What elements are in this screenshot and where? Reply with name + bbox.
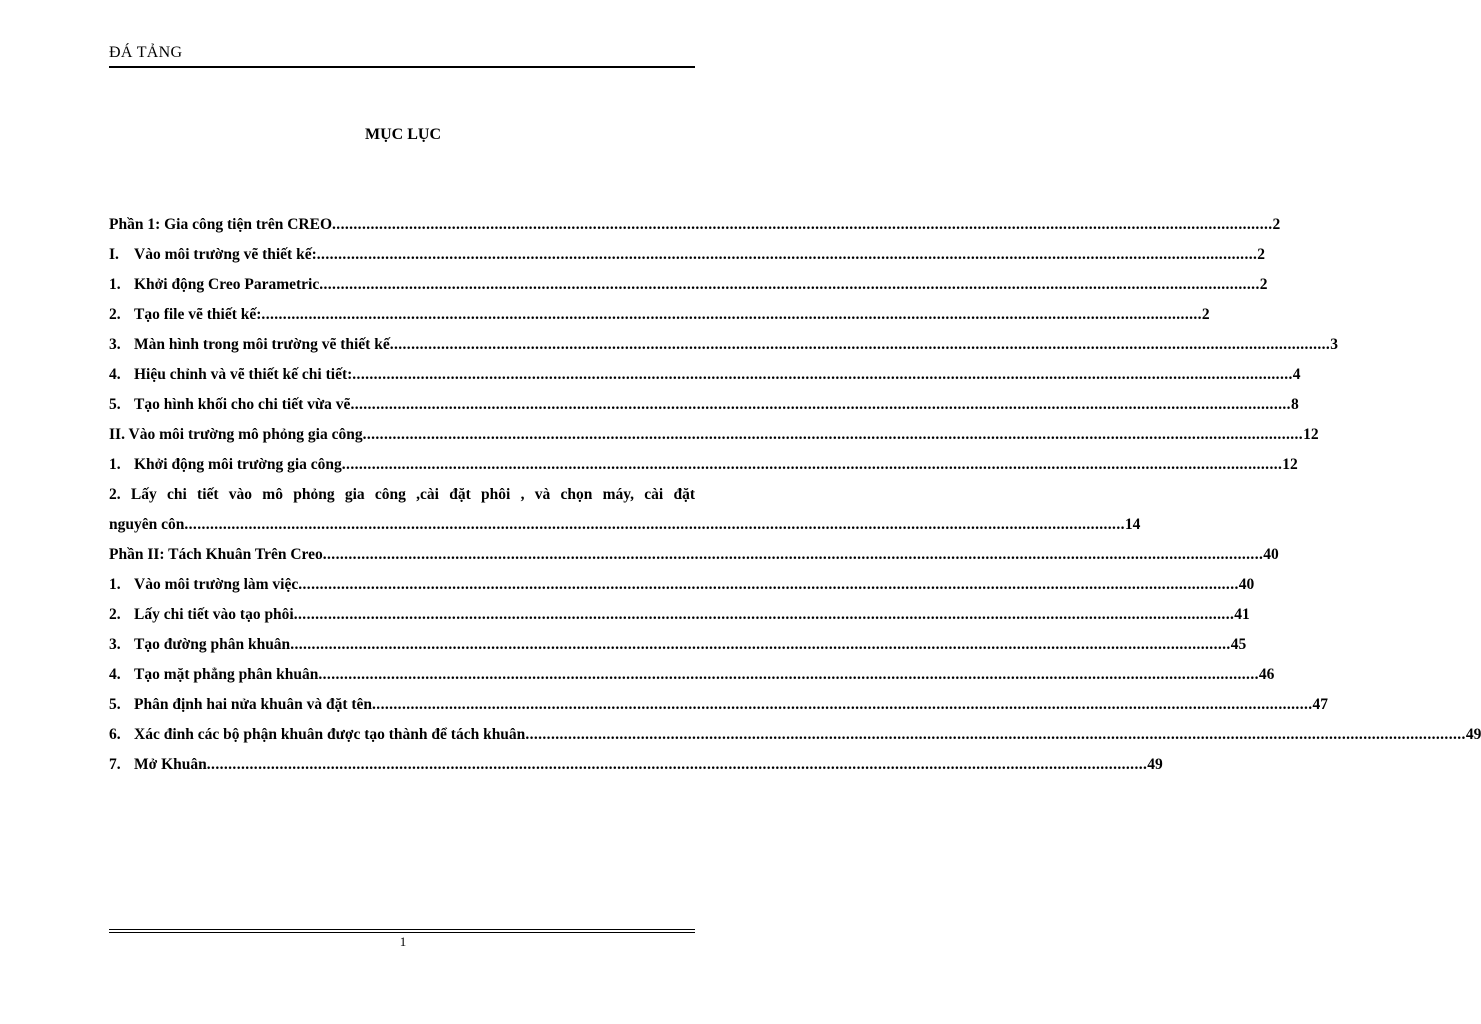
toc-entry-number: 3.: [109, 636, 121, 653]
toc-entry-number: 7.: [109, 756, 121, 773]
toc-entry-label: Tạo mặt phẳng phân khuân: [134, 666, 319, 683]
toc-entry-page: 14: [1124, 516, 1141, 533]
toc-entry-label: Phần II: Tách Khuân Trên Creo: [109, 546, 323, 563]
toc-entry-label: Vào môi trường làm việc: [134, 576, 299, 593]
toc-entry: [109, 205, 1281, 235]
toc-entry-page: 8: [1290, 396, 1299, 413]
toc-entry-label: Tạo hình khối cho chi tiết vừa vẽ: [134, 396, 351, 413]
toc-entry: [109, 325, 1338, 355]
toc-entry: [109, 685, 1329, 715]
toc-entry-page: 2: [1272, 216, 1281, 233]
toc-entry-number: 5.: [109, 696, 121, 713]
toc-entry: [109, 295, 1210, 325]
toc-entry-number: 4.: [109, 666, 121, 683]
toc-entry-number: I.: [109, 246, 119, 263]
toc-entry-label: Phân định hai nửa khuân và đặt tên: [134, 696, 373, 713]
toc-entry: [109, 235, 1266, 265]
toc-leader-dots: ............................................................................................................................................................................................................................: [332, 216, 1273, 233]
toc-leader-dots: ............................................................................................................................................................................................................................: [389, 336, 1331, 353]
toc-leader-dots: ............................................................................................................................................................................................................................: [352, 366, 1293, 383]
toc-entry-label: Màn hình trong môi trường vẽ thiết kế: [134, 336, 390, 353]
toc-leader-dots: ............................................................................................................................................................................................................................: [298, 576, 1239, 593]
toc-entry: [109, 655, 1275, 685]
toc-entry-page: 46: [1258, 666, 1275, 683]
toc-entry-label: Khởi động môi trường gia công: [134, 456, 342, 473]
footer-rule-double: [109, 932, 695, 933]
toc-entry-label: Vào môi trường vẽ thiết kế:: [134, 246, 317, 263]
table-of-contents: [109, 205, 1481, 775]
toc-entry-number: 1.: [109, 456, 121, 473]
toc-entry-label: Hiệu chỉnh và vẽ thiết kế chi tiết:: [134, 366, 353, 383]
toc-leader-dots: ............................................................................................................................................................................................................................: [261, 306, 1202, 323]
toc-entry-number: 3.: [109, 336, 121, 353]
toc-leader-dots: ............................................................................................................................................................................................................................: [184, 516, 1125, 533]
toc-entry-label: Xác đinh các bộ phận khuân được tạo thành để tách khuân: [134, 726, 526, 743]
toc-entry: [109, 565, 1255, 595]
toc-entry-page: 3: [1330, 336, 1338, 353]
toc-leader-dots: ............................................................................................................................................................................................................................: [316, 246, 1258, 263]
toc-entry-page: 2: [1201, 306, 1210, 323]
page-number: 1: [399, 934, 407, 949]
toc-leader-dots: ............................................................................................................................................................................................................................: [318, 666, 1259, 683]
footer-rule: [109, 929, 695, 930]
header-text: ĐÁ TẢNG: [109, 44, 183, 61]
toc-leader-dots: ............................................................................................................................................................................................................................: [206, 756, 1148, 773]
toc-entry-page: 4: [1292, 366, 1301, 383]
toc-entry-label: Tạo đường phân khuân: [134, 636, 291, 653]
toc-leader-dots: ............................................................................................................................................................................................................................: [362, 426, 1304, 443]
toc-entry-page: 49: [1465, 726, 1481, 743]
toc-entry: [109, 385, 1299, 415]
toc-entry-page: 45: [1230, 636, 1247, 653]
toc-entry-page: 47: [1312, 696, 1329, 713]
toc-entry: [109, 535, 1279, 565]
toc-entry: [109, 445, 1298, 475]
toc-entry-number: 5.: [109, 396, 121, 413]
toc-entry-label: II. Vào môi trường mô phỏng gia công: [109, 426, 363, 443]
toc-entry-page: 12: [1282, 456, 1298, 473]
toc-leader-dots: ............................................................................................................................................................................................................................: [341, 456, 1283, 473]
toc-entry: [109, 595, 1250, 625]
toc-entry-number: 6.: [109, 726, 121, 743]
toc-leader-dots: ............................................................................................................................................................................................................................: [319, 276, 1260, 293]
toc-leader-dots: ............................................................................................................................................................................................................................: [290, 636, 1231, 653]
toc-entry: [109, 475, 695, 505]
toc-entry-number: 1.: [109, 276, 121, 293]
toc-entry: [109, 415, 1319, 445]
toc-entry-label: Phần 1: Gia công tiện trên CREO: [109, 216, 333, 233]
toc-entry: [109, 715, 1481, 745]
toc-entry-page: 40: [1238, 576, 1255, 593]
toc-entry-number: 4.: [109, 366, 121, 383]
toc-entry-page: 49: [1147, 756, 1163, 773]
toc-entry-label: 2. Lấy chi tiết vào mô phỏng gia công ,cài đặt phôi , và chọn máy, cài đặt: [109, 486, 695, 503]
toc-title: MỤC LỤC: [365, 126, 441, 143]
toc-entry: [109, 745, 1163, 775]
page-header: [109, 42, 695, 68]
toc-entry-label: Lấy chi tiết vào tạo phôi: [134, 606, 294, 623]
toc-leader-dots: ............................................................................................................................................................................................................................: [525, 726, 1466, 743]
toc-leader-dots: ............................................................................................................................................................................................................................: [293, 606, 1235, 623]
toc-entry-label: Tạo file vẽ thiết kế:: [134, 306, 262, 323]
toc-entry-page: 2: [1259, 276, 1268, 293]
toc-entry: [109, 625, 1247, 655]
toc-entry-label: Mở Khuân: [134, 756, 207, 773]
toc-entry: [109, 505, 1141, 535]
toc-leader-dots: ............................................................................................................................................................................................................................: [322, 546, 1264, 563]
toc-entry-number: 2.: [109, 306, 121, 323]
toc-entry: [109, 265, 1268, 295]
toc-leader-dots: ............................................................................................................................................................................................................................: [350, 396, 1291, 413]
toc-entry: [109, 355, 1301, 385]
toc-entry-number: 2.: [109, 606, 121, 623]
toc-entry-page: 41: [1234, 606, 1250, 623]
toc-entry-label: Khởi động Creo Parametric: [134, 276, 320, 293]
toc-entry-page: 40: [1263, 546, 1279, 563]
toc-entry-number: 1.: [109, 576, 121, 593]
toc-leader-dots: ............................................................................................................................................................................................................................: [372, 696, 1313, 713]
toc-entry-page: 12: [1303, 426, 1319, 443]
toc-entry-page: 2: [1257, 246, 1266, 263]
toc-entry-label: nguyên côn: [109, 516, 185, 533]
